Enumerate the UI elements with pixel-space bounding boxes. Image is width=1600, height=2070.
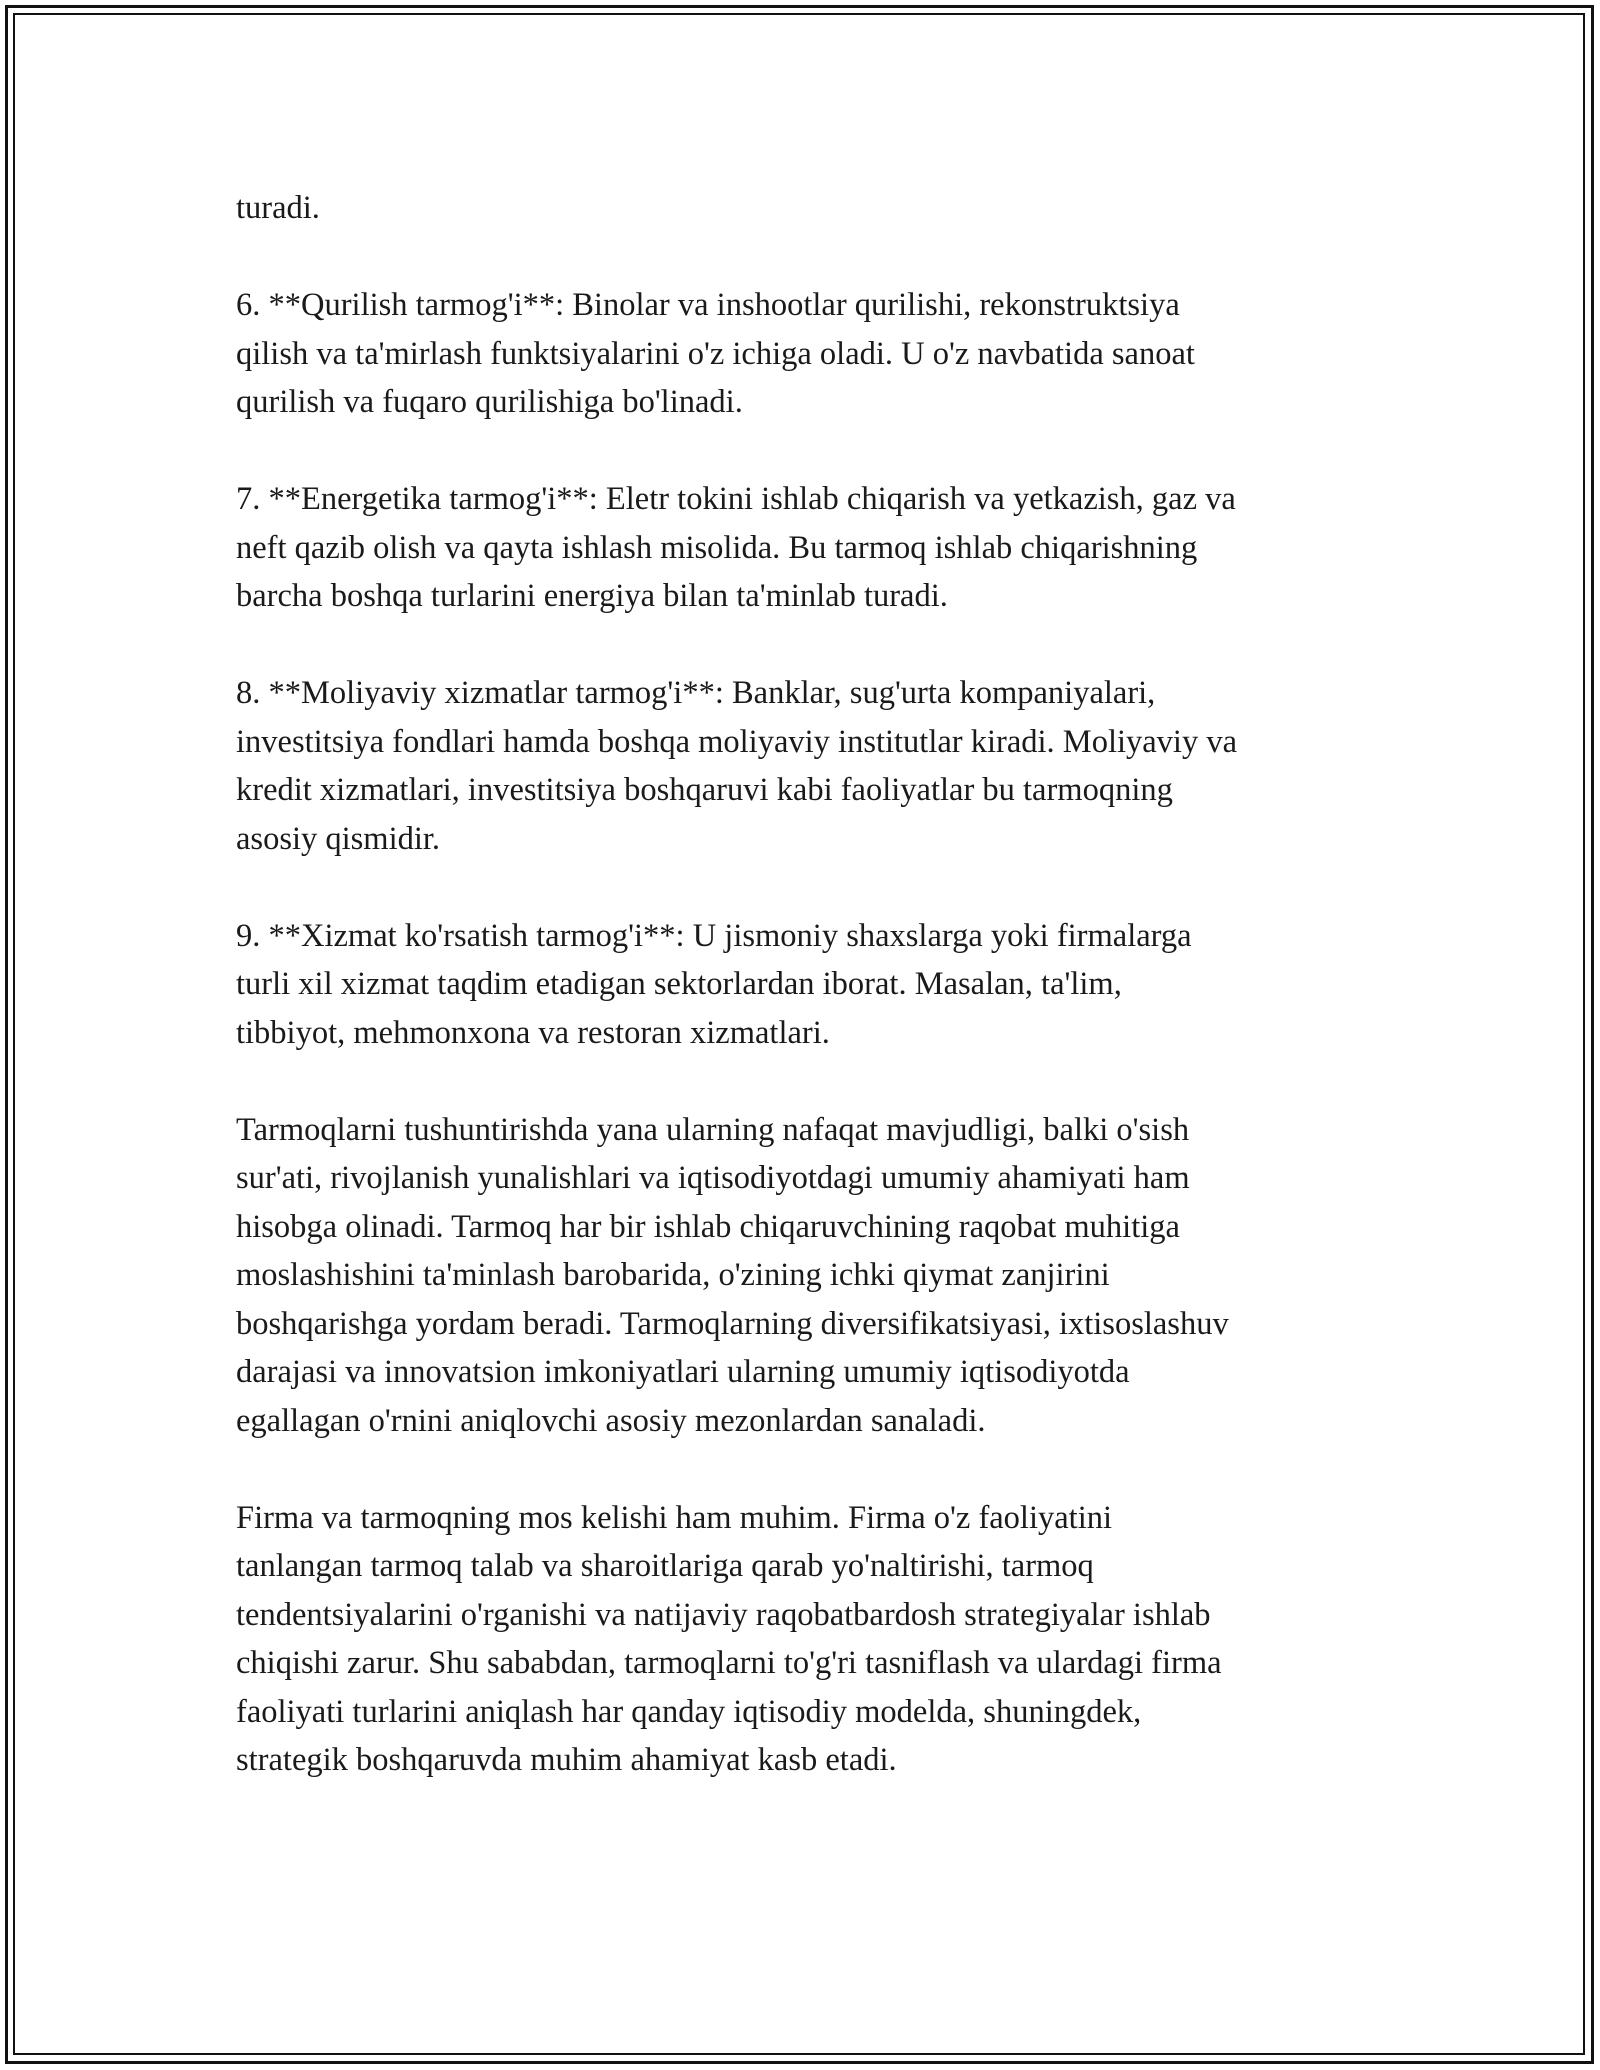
text-line: hisobga olinadi. Tarmoq har bir ishlab chiqaruvchining raqobat muhitiga [236, 1208, 1180, 1245]
text-line: asosiy qismidir. [236, 820, 441, 857]
text-line: kredit xizmatlari, investitsiya boshqaruvi kabi faoliyatlar bu tarmoqning [236, 772, 1173, 808]
text-line: turadi. [236, 190, 320, 226]
paragraph-1 [236, 184, 1376, 233]
text-line: sur'ati, rivojlanish yunalishlari va iqtisodiyotdagi umumiy ahamiyati ham [236, 1160, 1190, 1196]
text-line: chiqishi zarur. Shu sababdan, tarmoqlarni to'g'ri tasniflash va ulardagi firma [236, 1645, 1222, 1681]
text-line: tendentsiyalarini o'rganishi va natijaviy raqobatbardosh strategiyalar ishlab [236, 1596, 1211, 1633]
document-body [236, 184, 1376, 1833]
text-line: investitsiya fondlari hamda boshqa moliyaviy institutlar kiradi. Moliyaviy va [236, 723, 1238, 760]
text-line: strategik boshqaruvda muhim ahamiyat kasb etadi. [236, 1742, 897, 1778]
text-line: qilish va ta'mirlash funktsiyalarini o'z ichiga oladi. U o'z navbatida sanoat [236, 335, 1195, 372]
text-line: tibbiyot, mehmonxona va restoran xizmatlari. [236, 1014, 830, 1051]
text-line: 7. **Energetika tarmog'i**: Eletr tokini ishlab chiqarish va yetkazish, gaz va [236, 481, 1236, 517]
text-line: Firma va tarmoqning mos kelishi ham muhim. Firma o'z faoliyatini [236, 1499, 1113, 1536]
paragraph-6 [236, 1106, 1376, 1446]
text-line: Tarmoqlarni tushuntirishda yana ularning nafaqat mavjudligi, balki o'sish [236, 1111, 1190, 1148]
text-line: darajasi va innovatsion imkoniyatlari ularning umumiy iqtisodiyotda [236, 1354, 1130, 1390]
paragraph-7 [236, 1494, 1376, 1785]
text-line: faoliyati turlarini aniqlash har qanday iqtisodiy modelda, shuningdek, [236, 1693, 1142, 1730]
text-line: egallagan o'rnini aniqlovchi asosiy mezonlardan sanaladi. [236, 1402, 986, 1439]
paragraph-4 [236, 669, 1376, 863]
text-line: tanlangan tarmoq talab va sharoitlariga qarab yo'naltirishi, tarmoq [236, 1548, 1094, 1584]
text-line: neft qazib olish va qayta ishlash misolida. Bu tarmoq ishlab chiqarishning [236, 529, 1198, 566]
text-line: barcha boshqa turlarini energiya bilan ta'minlab turadi. [236, 578, 948, 614]
text-line: 8. **Moliyaviy xizmatlar tarmog'i**: Banklar, sug'urta kompaniyalari, [236, 675, 1156, 711]
text-line: boshqarishga yordam beradi. Tarmoqlarning diversifikatsiyasi, ixtisoslashuv [236, 1305, 1229, 1342]
paragraph-2 [236, 281, 1376, 427]
text-line: turli xil xizmat taqdim etadigan sektorlardan iborat. Masalan, ta'lim, [236, 966, 1122, 1002]
text-line: qurilish va fuqaro qurilishiga bo'linadi. [236, 384, 743, 420]
paragraph-3 [236, 475, 1376, 621]
text-line: moslashishini ta'minlash barobarida, o'zining ichki qiymat zanjirini [236, 1257, 1110, 1293]
paragraph-5 [236, 912, 1376, 1058]
text-line: 6. **Qurilish tarmog'i**: Binolar va inshootlar qurilishi, rekonstruktsiya [236, 287, 1180, 323]
text-line: 9. **Xizmat ko'rsatish tarmog'i**: U jismoniy shaxslarga yoki firmalarga [236, 917, 1192, 954]
